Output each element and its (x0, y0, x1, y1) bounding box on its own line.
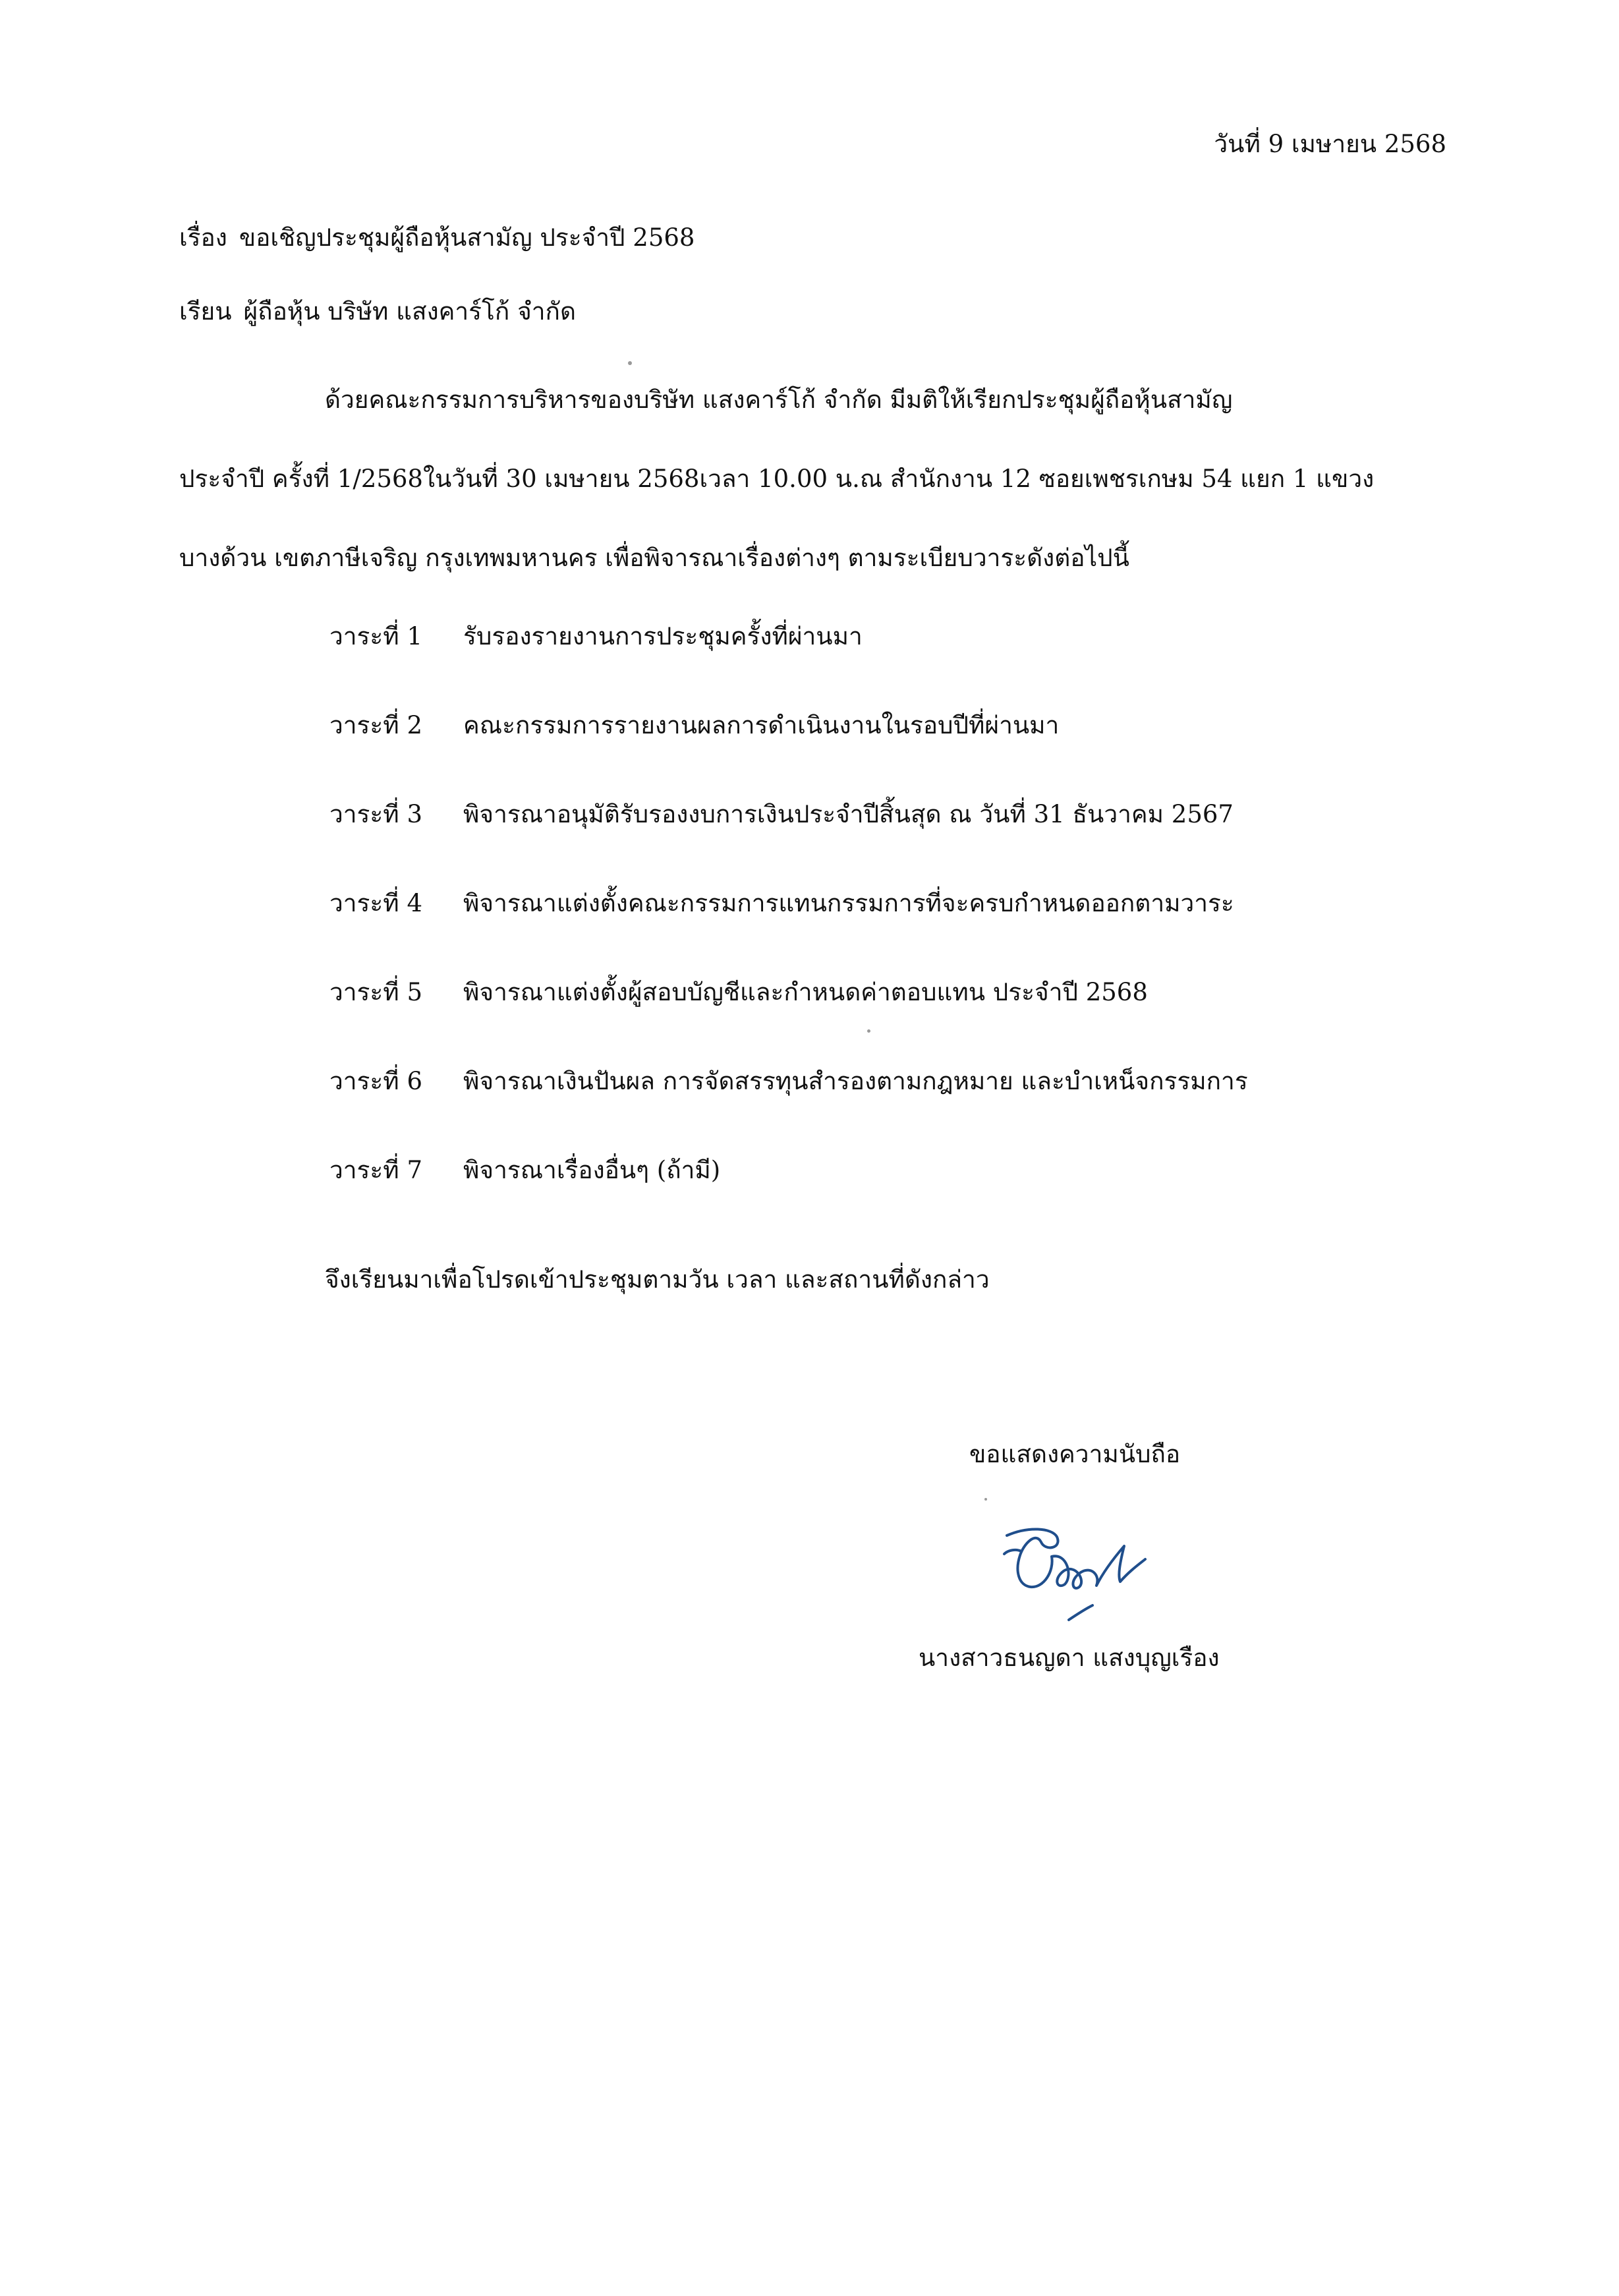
scan-speck (867, 1029, 870, 1033)
body-paragraph-line-3: บางด้วน เขตภาษีเจริญ กรุงเทพมหานคร เพื่อพิจารณาเรื่องต่างๆ ตามระเบียบวาระดังต่อไปนี้ (179, 544, 1129, 572)
agenda-text: พิจารณาเงินปันผล การจัดสรรทุนสำรองตามกฎหมาย และบำเหน็จกรรมการ (463, 1067, 1248, 1095)
agenda-text: พิจารณาแต่งตั้งคณะกรรมการแทนกรรมการที่จะครบกำหนดออกตามวาระ (463, 889, 1234, 917)
agenda-item (329, 1064, 1248, 1099)
agenda-number: วาระที่ 3 (329, 800, 422, 828)
agenda-number: วาระที่ 6 (329, 1067, 422, 1095)
recipient-label: เรียน (179, 297, 232, 326)
agenda-item (329, 975, 1148, 1010)
agenda-item (329, 619, 863, 654)
agenda-number: วาระที่ 2 (329, 711, 422, 739)
signer-name: นางสาวธนญดา แสงบุญเรือง (919, 1644, 1220, 1672)
agenda-text: รับรองรายงานการประชุมครั้งที่ผ่านมา (463, 622, 863, 650)
agenda-number: วาระที่ 4 (329, 889, 422, 917)
regards-text: ขอแสดงความนับถือ (969, 1440, 1181, 1468)
handwritten-signature-icon (988, 1503, 1160, 1634)
agenda-item (329, 797, 1234, 832)
agenda-text: พิจารณาแต่งตั้งผู้สอบบัญชีและกำหนดค่าตอบแทน ประจำปี 2568 (463, 978, 1148, 1006)
agenda-item (329, 1153, 720, 1188)
agenda-text: พิจารณาเรื่องอื่นๆ (ถ้ามี) (463, 1156, 721, 1184)
agenda-text: พิจารณาอนุมัติรับรองงบการเงินประจำปีสิ้นสุด ณ วันที่ 31 ธันวาคม 2567 (463, 800, 1234, 828)
body-paragraph-line-1: ด้วยคณะกรรมการบริหารของบริษัท แสงคาร์โก้ จำกัด มีมติให้เรียกประชุมผู้ถือหุ้นสามัญ (325, 386, 1233, 414)
agenda-number: วาระที่ 1 (329, 622, 422, 650)
recipient-line (179, 295, 576, 329)
agenda-number: วาระที่ 7 (329, 1156, 422, 1184)
agenda-item (329, 708, 1059, 743)
letter-date: วันที่ 9 เมษายน 2568 (1214, 130, 1446, 158)
agenda-number: วาระที่ 5 (329, 978, 422, 1006)
recipient-text: ผู้ถือหุ้น บริษัท แสงคาร์โก้ จำกัด (243, 297, 576, 326)
agenda-text: คณะกรรมการรายงานผลการดำเนินงานในรอบปีที่ผ่านมา (463, 711, 1060, 739)
scan-speck (984, 1498, 987, 1501)
agenda-item (329, 886, 1234, 921)
body-paragraph-line-2: ประจำปี ครั้งที่ 1/2568ในวันที่ 30 เมษายน 2568เวลา 10.00 น.ณ สำนักงาน 12 ซอยเพชรเกษม 54 แยก 1 แขวง (179, 465, 1375, 493)
closing-sentence: จึงเรียนมาเพื่อโปรดเข้าประชุมตามวัน เวลา และสถานที่ดังกล่าว (325, 1265, 990, 1294)
subject-text: ขอเชิญประชุมผู้ถือหุ้นสามัญ ประจำปี 2568 (239, 223, 695, 252)
subject-label: เรื่อง (179, 223, 227, 252)
scan-speck (628, 361, 632, 365)
subject-line (179, 221, 695, 255)
